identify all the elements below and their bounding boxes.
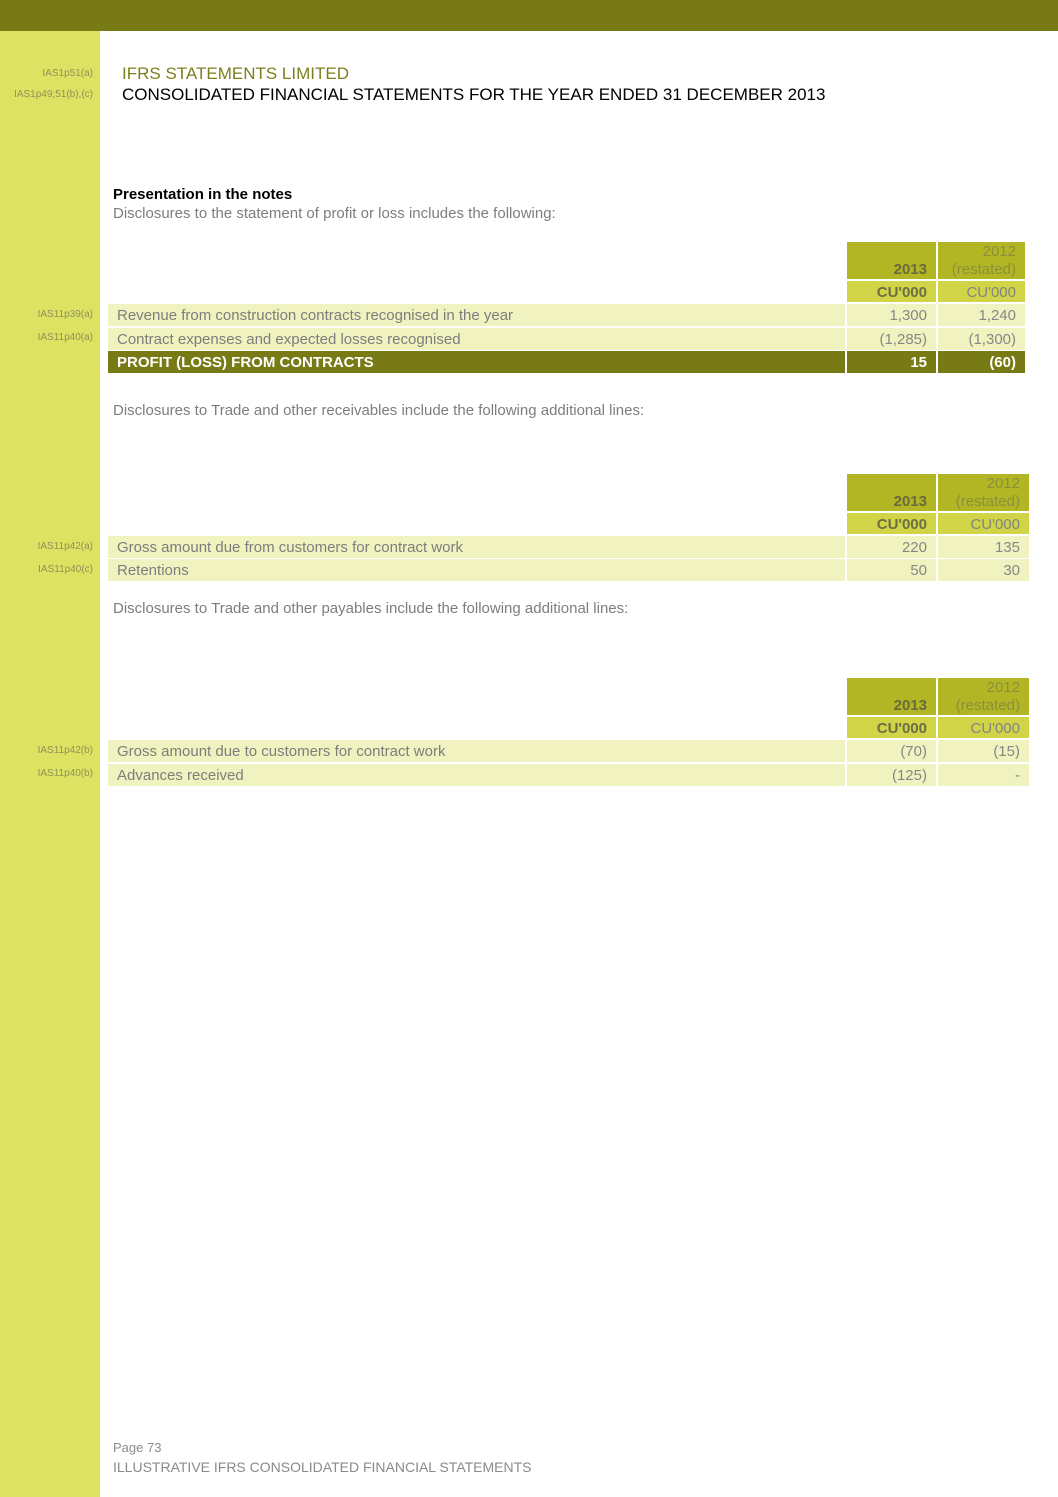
value-2013: 220 xyxy=(847,536,936,558)
table-intro: Disclosures to the statement of profit or loss includes the following: xyxy=(113,205,556,222)
value-2012: 30 xyxy=(938,559,1029,581)
value-2013: (1,285) xyxy=(847,328,936,350)
row-label: Gross amount due from customers for contract work xyxy=(108,536,845,558)
margin-sidebar xyxy=(0,31,100,1497)
restated-label: (restated) xyxy=(951,261,1016,278)
row-label: Contract expenses and expected losses recognised xyxy=(108,328,845,350)
total-2012: (60) xyxy=(938,351,1025,373)
page-number: Page 73 xyxy=(113,1440,162,1455)
column-header-2012 xyxy=(938,474,1029,511)
value-2012: 1,240 xyxy=(938,304,1025,326)
value-2012: 135 xyxy=(938,536,1029,558)
top-banner xyxy=(0,0,1058,31)
margin-reference: IAS11p42(b) xyxy=(37,745,93,756)
margin-reference: IAS11p40(a) xyxy=(37,332,93,343)
document-subtitle: CONSOLIDATED FINANCIAL STATEMENTS FOR THE YEAR ENDED 31 DECEMBER 2013 xyxy=(122,85,826,104)
company-name: IFRS STATEMENTS LIMITED xyxy=(122,64,349,83)
column-header-2013: 2013 xyxy=(847,242,936,279)
value-2013: (70) xyxy=(847,740,936,762)
total-label: PROFIT (LOSS) FROM CONTRACTS xyxy=(108,351,845,373)
year-label: 2012 xyxy=(982,243,1016,260)
value-2012: (15) xyxy=(938,740,1029,762)
value-2013: (125) xyxy=(847,764,936,786)
margin-reference: IAS11p42(a) xyxy=(37,541,93,552)
column-header-2013: 2013 xyxy=(847,678,936,715)
row-label: Advances received xyxy=(108,764,845,786)
column-header-2012 xyxy=(938,242,1025,279)
footer-title: ILLUSTRATIVE IFRS CONSOLIDATED FINANCIAL STATEMENTS xyxy=(113,1459,532,1475)
margin-reference: IAS11p40(c) xyxy=(38,564,93,575)
row-label: Gross amount due to customers for contract work xyxy=(108,740,845,762)
margin-reference: IAS11p39(a) xyxy=(37,309,93,320)
margin-reference: IAS1p51(a) xyxy=(42,68,93,79)
total-2013: 15 xyxy=(847,351,936,373)
column-header-2013: 2013 xyxy=(847,474,936,511)
unit-header-2013: CU'000 xyxy=(847,513,936,534)
unit-header-2012: CU'000 xyxy=(938,717,1029,738)
value-2013: 1,300 xyxy=(847,304,936,326)
unit-header-2012: CU'000 xyxy=(938,281,1025,302)
margin-reference: IAS11p40(b) xyxy=(37,768,93,779)
table-intro: Disclosures to Trade and other payables include the following additional lines: xyxy=(113,600,629,617)
unit-header-2013: CU'000 xyxy=(847,281,936,302)
value-2012: (1,300) xyxy=(938,328,1025,350)
row-label: Retentions xyxy=(108,559,845,581)
table-intro: Disclosures to Trade and other receivables include the following additional lines: xyxy=(113,402,645,419)
restated-label: (restated) xyxy=(955,493,1020,510)
column-header-2012 xyxy=(938,678,1029,715)
year-label: 2012 xyxy=(986,679,1020,696)
margin-reference: IAS1p49;51(b),(c) xyxy=(14,89,93,100)
year-label: 2012 xyxy=(986,475,1020,492)
section-heading: Presentation in the notes xyxy=(113,186,293,203)
value-2012: - xyxy=(938,764,1029,786)
value-2013: 50 xyxy=(847,559,936,581)
unit-header-2013: CU'000 xyxy=(847,717,936,738)
row-label: Revenue from construction contracts recognised in the year xyxy=(108,304,845,326)
restated-label: (restated) xyxy=(955,697,1020,714)
unit-header-2012: CU'000 xyxy=(938,513,1029,534)
